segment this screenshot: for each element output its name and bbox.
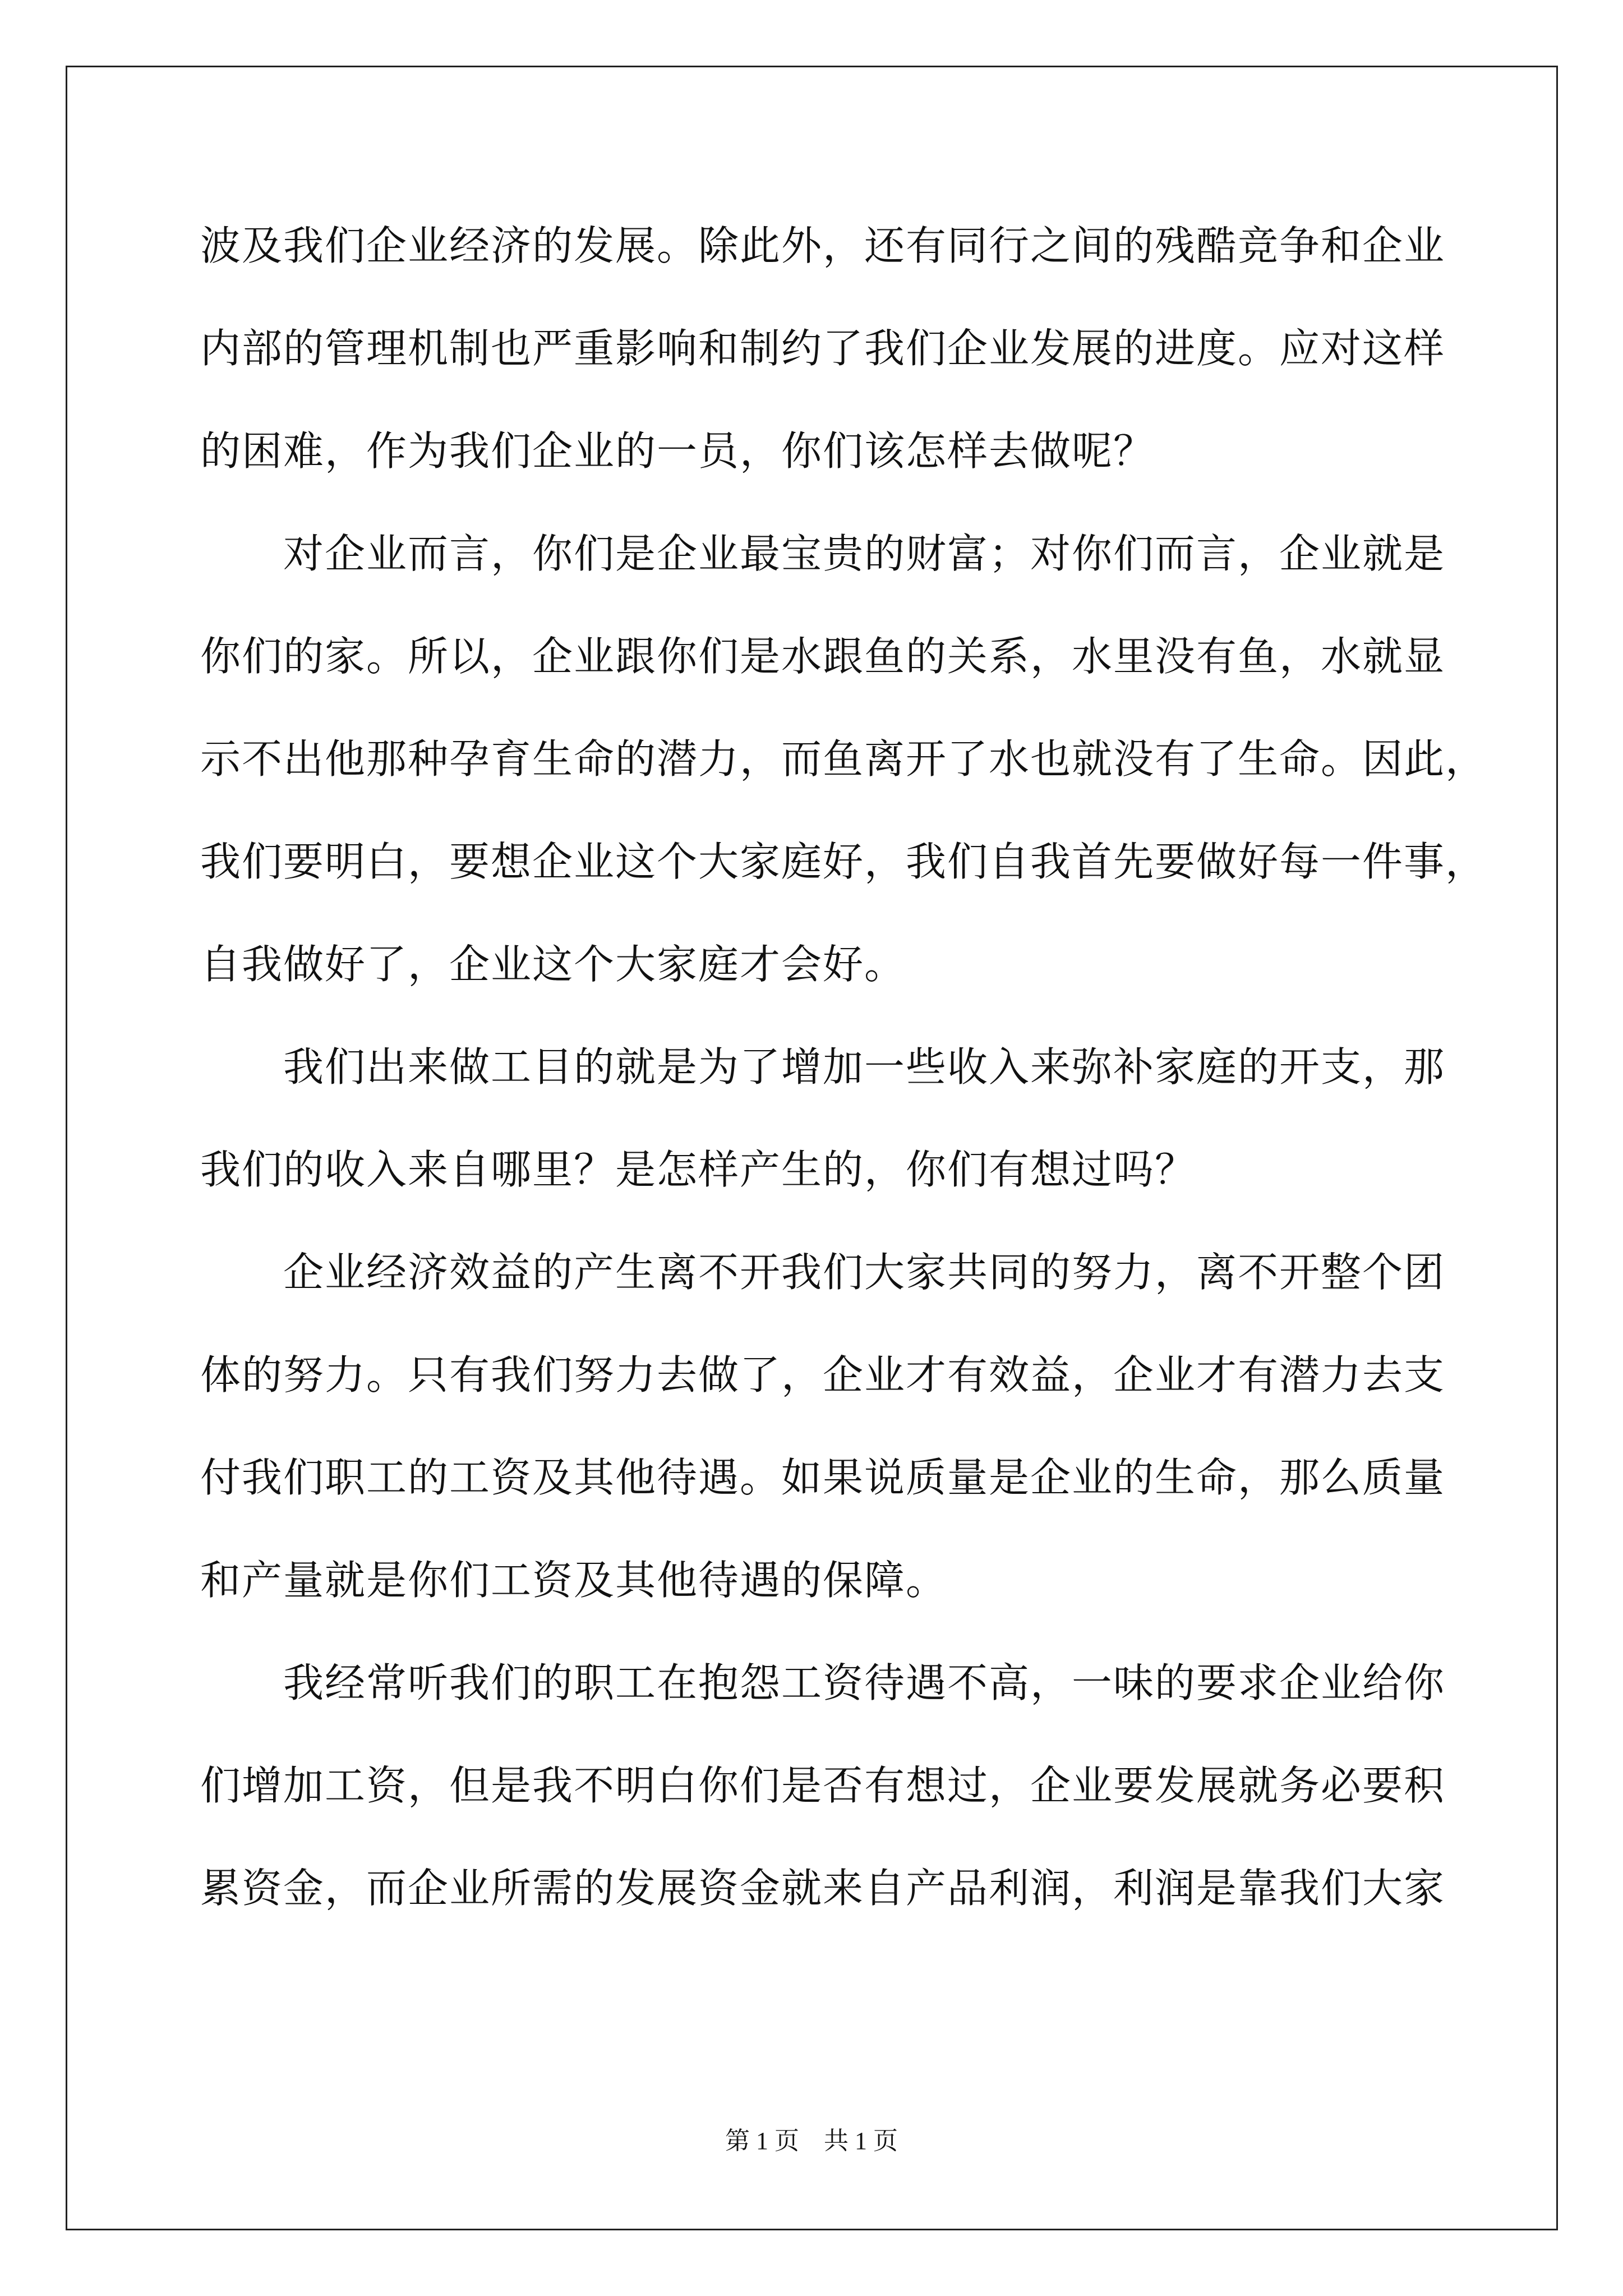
text-line: 我们要明白，要想企业这个大家庭好，我们自我首先要做好每一件事，: [200, 838, 1487, 885]
text-line: 我经常听我们的职工在抱怨工资待遇不高，一味的要求企业给你: [283, 1659, 1446, 1706]
text-line: 我们的收入来自哪里？是怎样产生的，你们有想过吗？: [200, 1146, 1197, 1193]
text-line: 对企业而言，你们是企业最宝贵的财富；对你们而言，企业就是: [283, 530, 1446, 577]
text-line: 们增加工资，但是我不明白你们是否有想过，企业要发展就务必要积: [200, 1762, 1446, 1809]
text-line: 我们出来做工目的就是为了增加一些收入来弥补家庭的开支，那: [283, 1043, 1446, 1091]
text-line: 和产量就是你们工资及其他待遇的保障。: [200, 1557, 948, 1604]
text-line: 的困难，作为我们企业的一员，你们该怎样去做呢？: [200, 427, 1155, 475]
text-line: 体的努力。只有我们努力去做了，企业才有效益，企业才有潜力去支: [200, 1351, 1446, 1398]
page-number-total: 共 1 页: [824, 2127, 898, 2155]
text-line: 企业经济效益的产生离不开我们大家共同的努力，离不开整个团: [283, 1249, 1446, 1296]
text-line: 示不出他那种孕育生命的潜力，而鱼离开了水也就没有了生命。因此，: [200, 735, 1487, 783]
text-line: 付我们职工的工资及其他待遇。如果说质量是企业的生命，那么质量: [200, 1454, 1446, 1501]
text-line: 累资金，而企业所需的发展资金就来自产品利润，利润是靠我们大家: [200, 1865, 1446, 1912]
page-number-current: 第 1 页: [725, 2127, 799, 2155]
text-line: 内部的管理机制也严重影响和制约了我们企业发展的进度。应对这样: [200, 325, 1446, 372]
text-line: 自我做好了，企业这个大家庭才会好。: [200, 941, 906, 988]
page-footer: [0, 2124, 1623, 2158]
text-line: 波及我们企业经济的发展。除此外，还有同行之间的残酷竞争和企业: [200, 222, 1446, 269]
text-line: 你们的家。所以，企业跟你们是水跟鱼的关系，水里没有鱼，水就显: [200, 633, 1446, 680]
document-body: [200, 219, 1487, 1964]
